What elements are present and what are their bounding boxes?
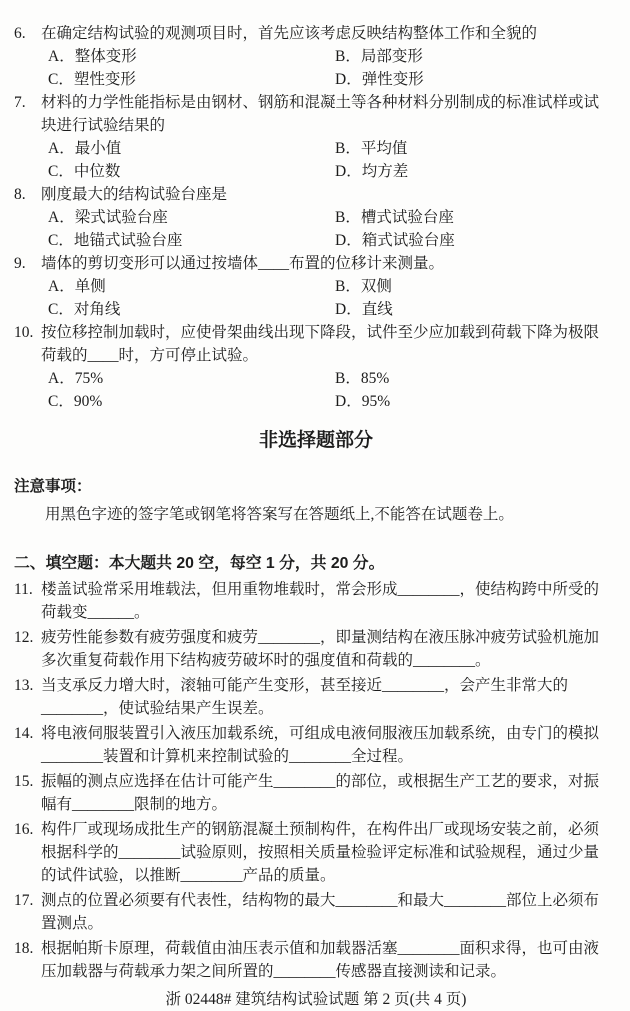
- option-8-b: B．槽式试验台座: [335, 209, 454, 226]
- option-row: [41, 390, 618, 413]
- option-9-c: C．对角线: [48, 301, 121, 318]
- question-text: 荷载变______。: [41, 604, 150, 621]
- question-stem: 按位移控制加载时，应使骨架曲线出现下降段，试件至少应加载到荷载下降为极限: [41, 324, 600, 341]
- option-row: [41, 367, 618, 390]
- question-text: 构件厂或现场成批生产的钢筋混凝土预制构件，在构件出厂或现场安装之前，必须: [41, 821, 600, 838]
- option-10-c: C．90%: [48, 393, 103, 410]
- question-number: 8.: [14, 186, 26, 203]
- option-8-c: C．地锚式试验台座: [48, 232, 183, 249]
- question-text: 的试件试验，以推断________产品的质量。: [41, 867, 336, 884]
- question-11: [14, 578, 618, 624]
- question-8: [14, 183, 618, 252]
- question-stem: 材料的力学性能指标是由钢材、钢筋和混凝土等各种材料分别制成的标准试样或试: [41, 94, 600, 111]
- option-row: [41, 68, 618, 91]
- question-18: [14, 937, 618, 983]
- question-text: 置测点。: [41, 915, 104, 932]
- option-6-a: A．整体变形: [48, 48, 137, 65]
- question-number: 17.: [14, 892, 34, 909]
- question-text: 当支承反力增大时，滚轴可能产生变形，甚至接近________，会产生非常大的: [41, 677, 569, 694]
- question-text: 振幅的测点应选择在估计可能产生________的部位，或根据生产工艺的要求，对振: [41, 773, 600, 790]
- notice-heading: 注意事项：: [14, 478, 92, 495]
- option-10-a: A．75%: [48, 370, 104, 387]
- question-6: [14, 22, 618, 91]
- question-text: 压加载器与荷载承力架之间所置的________传感器直接测读和记录。: [41, 963, 507, 980]
- option-9-a: A．单侧: [48, 278, 106, 295]
- question-stem: 刚度最大的结构试验台座是: [41, 186, 228, 203]
- question-text: 将电液伺服装置引入液压加载系统，可组成电液伺服液压加载系统，由专门的模拟: [41, 725, 600, 742]
- question-text: 根据帕斯卡原理，荷载值由油压表示值和加载器活塞________面积求得，也可由液: [41, 940, 600, 957]
- question-stem: 在确定结构试验的观测项目时，首先应该考虑反映结构整体工作和全貌的: [41, 25, 538, 42]
- question-number: 14.: [14, 725, 34, 742]
- option-7-a: A．最小值: [48, 140, 122, 157]
- question-stem: 荷载的____时，方可停止试验。: [41, 347, 259, 364]
- option-row: [41, 206, 618, 229]
- question-number: 12.: [14, 629, 34, 646]
- fill-section-heading: 二、填空题：本大题共 20 空，每空 1 分，共 20 分。: [14, 555, 385, 572]
- question-text: 多次重复荷载作用下结构疲劳破坏时的强度值和荷载的________。: [41, 652, 491, 669]
- question-number: 16.: [14, 821, 34, 838]
- question-13: [14, 674, 618, 720]
- question-text: ________，使试验结果产生误差。: [41, 700, 274, 717]
- question-text: 幅有________限制的地方。: [41, 796, 228, 813]
- option-7-c: C．中位数: [48, 163, 121, 180]
- section-title: 非选择题部分: [258, 430, 373, 451]
- option-9-b: B．双侧: [335, 278, 392, 295]
- option-row: [41, 137, 618, 160]
- question-number: 10.: [14, 324, 34, 341]
- question-text: 疲劳性能参数有疲劳强度和疲劳________，即量测结构在液压脉冲疲劳试验机施加: [41, 629, 600, 646]
- question-number: 18.: [14, 940, 34, 957]
- option-7-b: B．平均值: [335, 140, 408, 157]
- option-8-a: A．梁式试验台座: [48, 209, 168, 226]
- question-15: [14, 770, 618, 816]
- question-text: 根据科学的________试验原则，按照相关质量检验评定标准和试验规程，通过少量: [41, 844, 600, 861]
- question-number: 15.: [14, 773, 34, 790]
- question-number: 13.: [14, 677, 34, 694]
- option-row: [41, 45, 618, 68]
- option-6-c: C．塑性变形: [48, 71, 136, 88]
- option-10-b: B．85%: [335, 370, 390, 387]
- option-row: [41, 275, 618, 298]
- page-footer: 浙 02448# 建筑结构试验试题 第 2 页(共 4 页): [165, 991, 467, 1008]
- option-7-d: D．均方差: [335, 163, 409, 180]
- option-6-b: B．局部变形: [335, 48, 423, 65]
- option-row: [41, 160, 618, 183]
- question-number: 11.: [14, 581, 33, 598]
- question-16: [14, 818, 618, 887]
- question-stem: 墙体的剪切变形可以通过按墙体____布置的位移计来测量。: [41, 255, 445, 272]
- option-10-d: D．95%: [335, 393, 391, 410]
- question-14: [14, 722, 618, 768]
- question-text: 楼盖试验常采用堆载法，但用重物堆载时，常会形成________，使结构跨中所受的: [41, 581, 600, 598]
- question-9: [14, 252, 618, 321]
- option-9-d: D．直线: [335, 301, 393, 318]
- question-stem: 块进行试验结果的: [41, 117, 166, 134]
- question-number: 9.: [14, 255, 26, 272]
- question-12: [14, 626, 618, 672]
- question-number: 7.: [14, 94, 26, 111]
- option-6-d: D．弹性变形: [335, 71, 424, 88]
- option-row: [41, 229, 618, 252]
- question-text: 测点的位置必须要有代表性，结构物的最大________和最大________部位上必须布: [41, 892, 600, 909]
- question-7: [14, 91, 618, 183]
- question-number: 6.: [14, 25, 26, 42]
- notice-body: 用黑色字迹的签字笔或钢笔将答案写在答题纸上,不能答在试题卷上。: [45, 506, 514, 523]
- option-row: [41, 298, 618, 321]
- question-10: [14, 321, 618, 413]
- option-8-d: D．箱式试验台座: [335, 232, 455, 249]
- question-17: [14, 889, 618, 935]
- question-text: ________装置和计算机来控制试验的________全过程。: [41, 748, 414, 765]
